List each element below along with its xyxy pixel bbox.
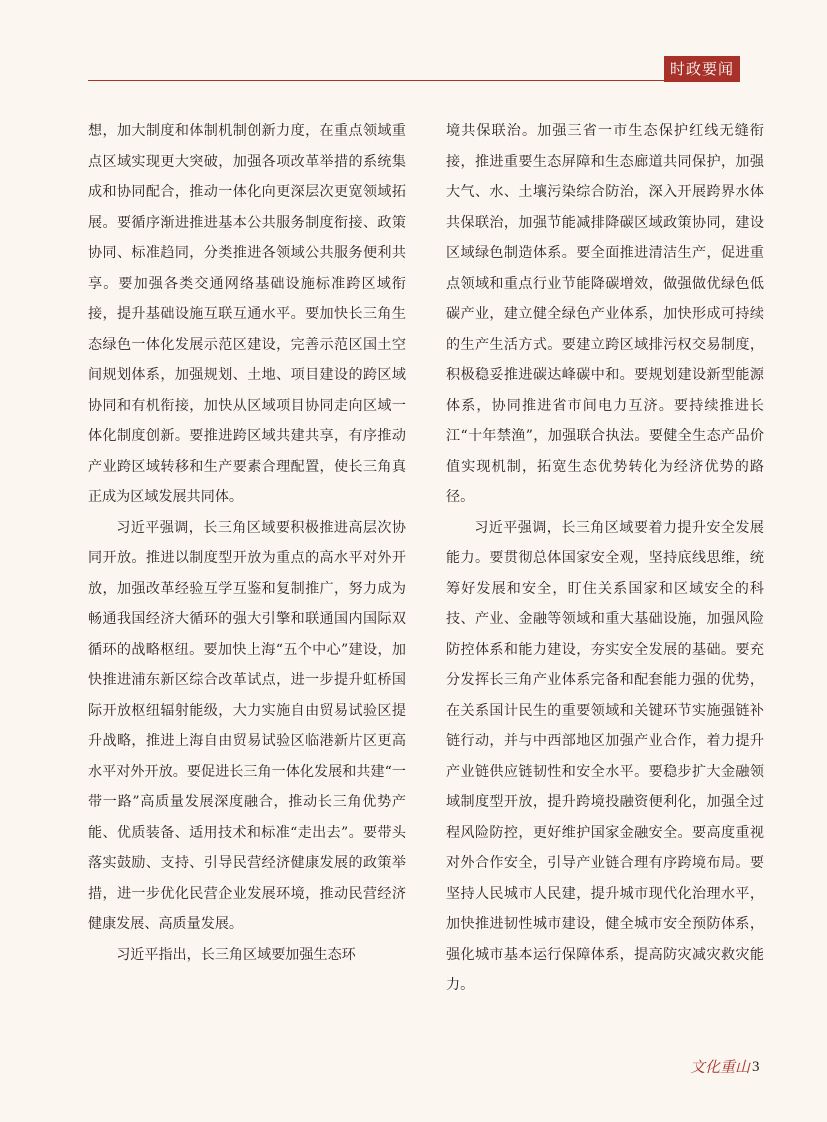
paragraph-continuation: 境共保联治。加强三省一市生态保护红线无缝衔接，推进重要生态屏障和生态廊道共同保护，加强大气、水、土壤污染综合防治，深入开展跨界水体共保联治，加强节能减排降碳区域政策协同，建设区域绿色制造体系。要全面推进清洁生产，促进重点领域和重点行业节能降碳增效，做强做优绿色低碳产业，建立健全绿色产业体系，加快形成可持续的生产生活方式。要建立跨区域排污权交易制度，积极稳妥推进碳达峰碳中和。要规划建设新型能源体系，协同推进省市间电力互济。要持续推进长江“十年禁渔”，加强联合执法。要健全生态产品价值实现机制，拓宽生态优势转化为经济优势的路径。: [446, 123, 764, 505]
section-tag: 时政要闻: [664, 56, 740, 82]
paragraph: 习近平指出，长三角区域要加强生态环: [116, 946, 356, 963]
header-divider: [88, 80, 740, 81]
article-column-right: [446, 116, 764, 1001]
page-number: 3: [752, 1059, 760, 1075]
paragraph: 习近平强调，长三角区域要积极推进高层次协同开放。推进以制度型开放为重点的高水平对外开放，加强改革经验互学互鉴和复制推广，努力成为畅通我国经济大循环的强大引擎和联通国内国际双循环的战略枢纽。要加快上海“五个中心”建设，加快推进浦东新区综合改革试点，进一步提升虹桥国际开放枢纽辐射能级，大力实施自由贸易试验区提升战略，推进上海自由贸易试验区临港新片区更高水平对外开放。要促进长三角一体化发展和共建“一带一路”高质量发展深度融合，推动长三角优势产能、优质装备、适用技术和标准“走出去”。要带头落实鼓励、支持、引导民营经济健康发展的政策举措，进一步优化民营企业发展环境，推动民营经济健康发展、高质量发展。: [88, 519, 406, 932]
paragraph: 习近平强调，长三角区域要着力提升安全发展能力。要贯彻总体国家安全观，坚持底线思维，统筹好发展和安全，盯住关系国家和区域安全的科技、产业、金融等领域和重大基础设施，加强风险防控体系和能力建设，夯实安全发展的基础。要充分发挥长三角产业体系完备和配套能力强的优势，在关系国计民生的重要领域和关键环节实施强链补链行动，并与中西部地区加强产业合作，着力提升产业链供应链韧性和安全水平。要稳步扩大金融领域制度型开放，提升跨境投融资便利化，加强全过程风险防控，更好维护国家金融安全。要高度重视对外合作安全，引导产业链合理有序跨境布局。要坚持人民城市人民建，提升城市现代化治理水平，加快推进韧性城市建设，健全城市安全预防体系，强化城市基本运行保障体系，提高防灾减灾救灾能力。: [446, 519, 764, 993]
paragraph-continuation: 想，加大制度和体制机制创新力度，在重点领域重点区域实现更大突破，加强各项改革举措的系统集成和协同配合，推动一体化向更深层次更宽领域拓展。要循序渐进推进基本公共服务制度衔接、政策协同、标准趋同，分类推进各领域公共服务便利共享。要加强各类交通网络基础设施标准跨区域衔接，提升基础设施互联互通水平。要加快长三角生态绿色一体化发展示范区建设，完善示范区国土空间规划体系，加强规划、土地、项目建设的跨区域协同和有机衔接，加快从区域项目协同走向区域一体化制度创新。要推进跨区域共建共享，有序推动产业跨区域转移和生产要素合理配置，使长三角真正成为区域发展共同体。: [88, 123, 406, 505]
magazine-logo: 文化重山: [690, 1058, 751, 1076]
article-column-left: [88, 116, 406, 970]
